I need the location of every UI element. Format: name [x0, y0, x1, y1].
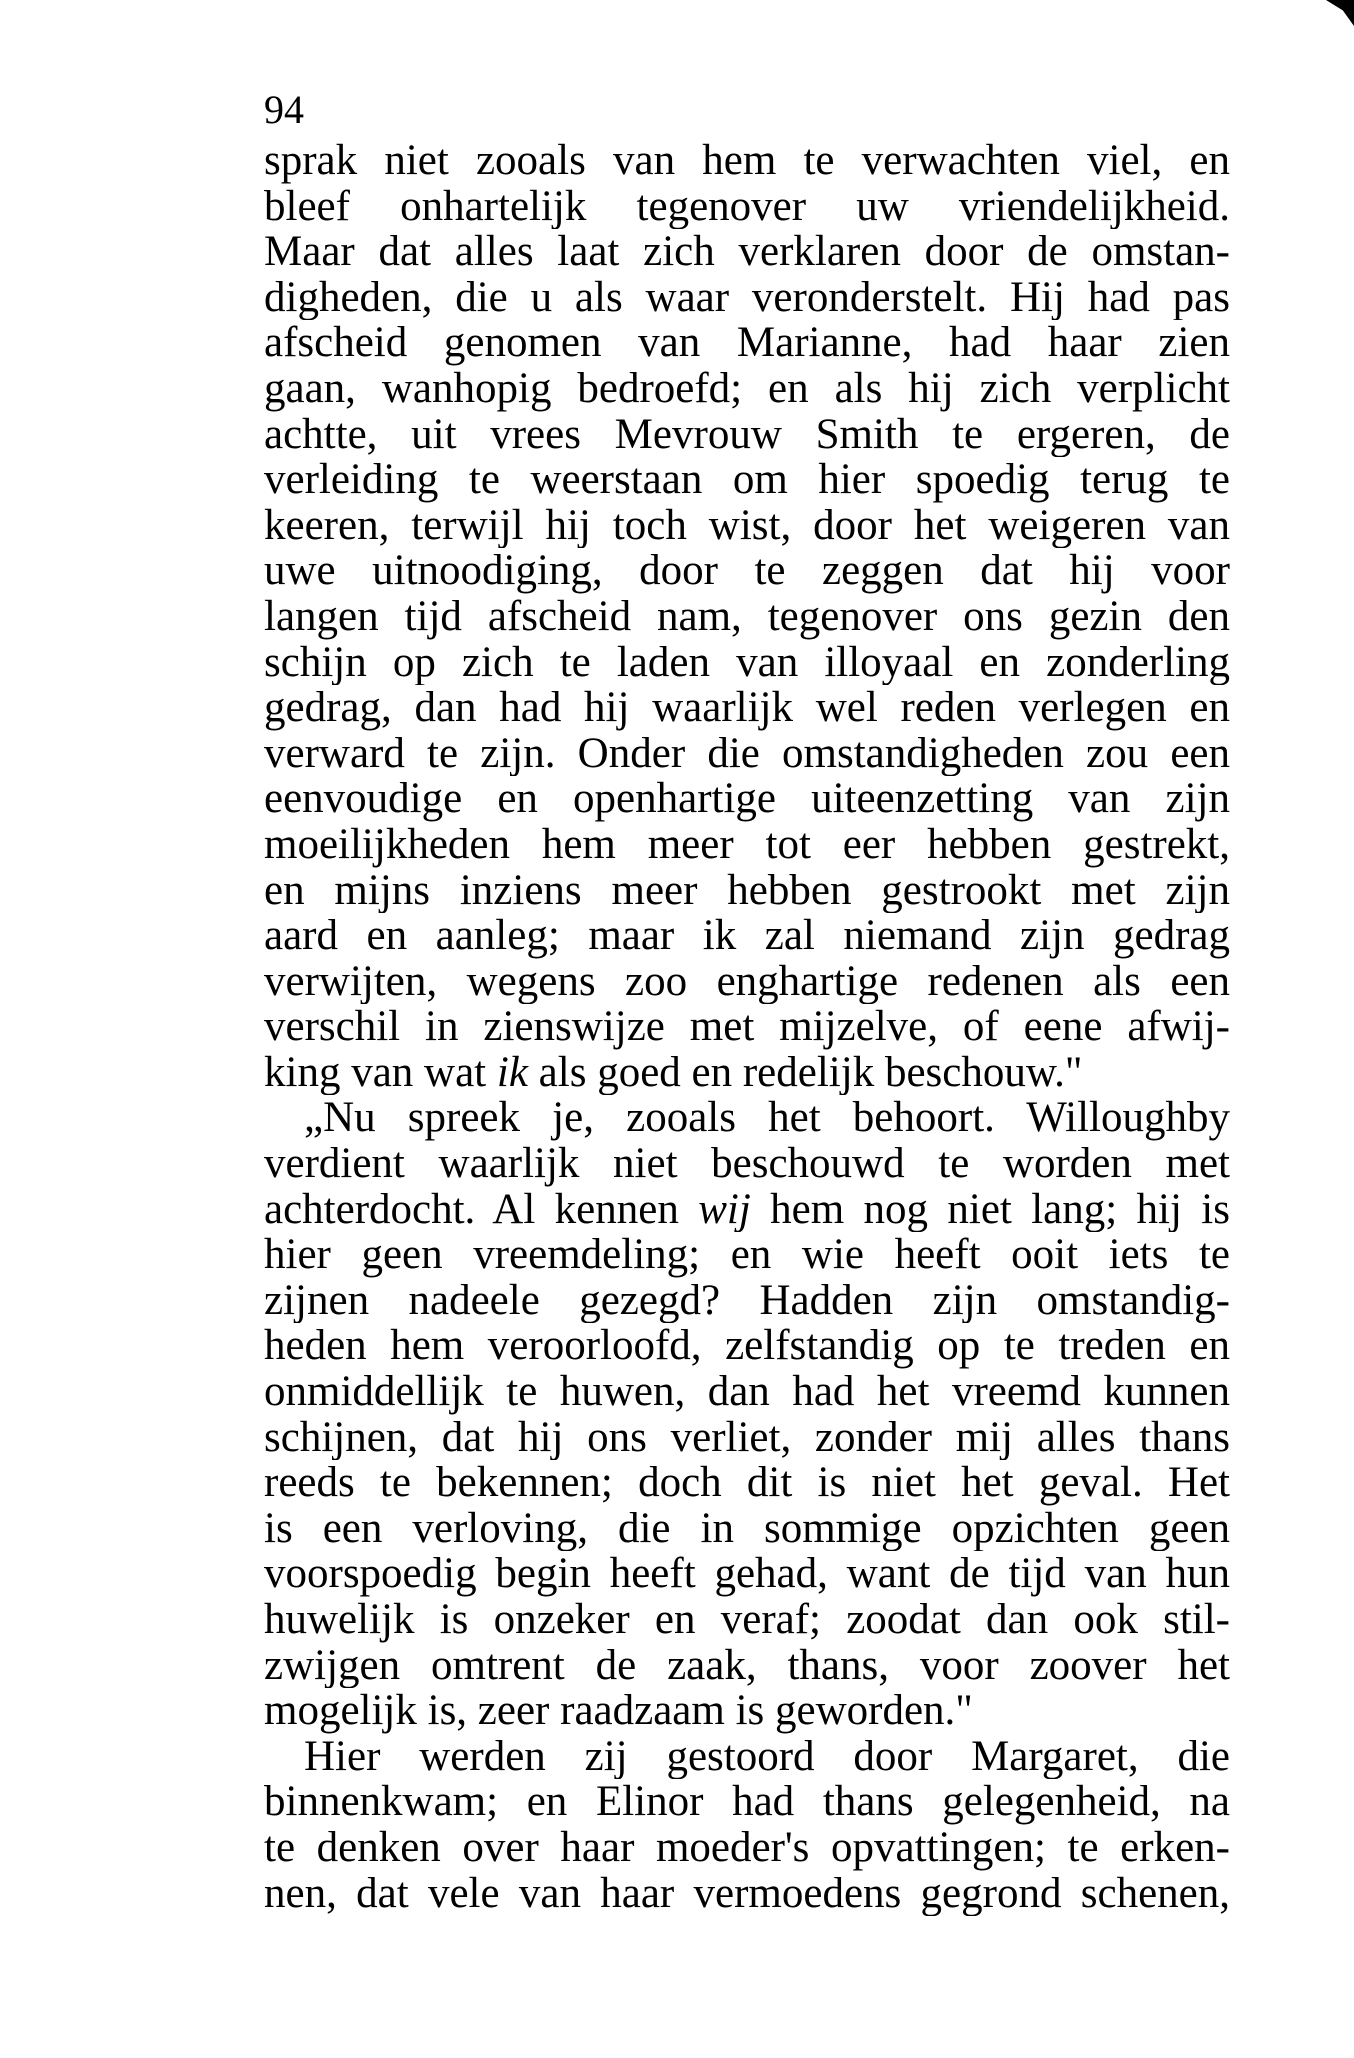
text-line: heden hem veroorloofd, zelfstandig op te treden en [264, 1323, 1230, 1370]
text-line: zijnen nadeele gezegd? Hadden zijn omstandig- [264, 1277, 1230, 1324]
text-line: te denken over haar moeder's opvattingen; te erken- [264, 1824, 1230, 1871]
emphasized-word: ik [496, 1049, 528, 1096]
text-line: hier geen vreemdeling; en wie heeft ooit iets te [264, 1232, 1230, 1278]
text-line: Maar dat alles laat zich verklaren door de omstan- [264, 229, 1230, 275]
text-line-segment: king van wat [264, 1049, 497, 1096]
text-line: aard en aanleg; maar ik zal niemand zijn gedrag [264, 913, 1230, 959]
text-line: gaan, wanhopig bedroefd; en als hij zich verplicht [264, 365, 1230, 412]
text-line: zwijgen omtrent de zaak, thans, voor zoover het [264, 1642, 1230, 1689]
text-line: „Nu spreek je, zooals het behoort. Willoughby [304, 1095, 1230, 1142]
text-line: mogelijk is, zeer raadzaam is geworden." [264, 1688, 973, 1734]
text-line: verwijten, wegens zoo enghartige redenen als een [264, 958, 1230, 1005]
text-line: moeilijkheden hem meer tot eer hebben gestrekt, [264, 821, 1230, 868]
text-line [264, 1187, 1230, 1233]
text-line: Hier werden zij gestoord door Margaret, die [304, 1733, 1230, 1780]
text-line-segment: als goed en redelijk beschouw." [527, 1049, 1083, 1096]
text-line: reeds te bekennen; doch dit is niet het geval. Het [264, 1460, 1230, 1506]
text-line: sprak niet zooals van hem te verwachten viel, en [264, 138, 1230, 184]
text-line: verward te zijn. Onder die omstandigheden zou een [264, 730, 1230, 777]
text-line: schijnen, dat hij ons verliet, zonder mij alles thans [264, 1414, 1230, 1461]
text-line: afscheid genomen van Marianne, had haar zien [264, 320, 1230, 366]
body-text [264, 138, 1230, 1916]
emphasized-word: wij [698, 1186, 751, 1233]
text-line-segment: hem nog niet lang; hij is [750, 1186, 1230, 1233]
text-line-segment: achterdocht. Al kennen [264, 1186, 699, 1233]
scan-corner-mark [1326, 0, 1354, 26]
text-line: verleiding te weerstaan om hier spoedig terug te [264, 457, 1230, 503]
text-line: nen, dat vele van haar vermoedens gegrond schenen, [264, 1870, 1230, 1917]
text-line: verdient waarlijk niet beschouwd te worden met [264, 1141, 1230, 1187]
text-line: langen tijd afscheid nam, tegenover ons gezin den [264, 593, 1230, 640]
text-line: uwe uitnoodiging, door te zeggen dat hij voor [264, 548, 1230, 594]
text-line: en mijns inziens meer hebben gestrookt met zijn [264, 867, 1230, 914]
text-line: gedrag, dan had hij waarlijk wel reden verlegen en [264, 685, 1230, 731]
text-line: binnenkwam; en Elinor had thans gelegenheid, na [264, 1779, 1230, 1825]
text-line: is een verloving, die in sommige opzichten geen [264, 1505, 1230, 1552]
text-line [264, 1050, 1230, 1096]
text-line: keeren, terwijl hij toch wist, door het weigeren van [264, 502, 1230, 549]
text-line: eenvoudige en openhartige uiteenzetting van zijn [264, 776, 1230, 822]
text-line: verschil in zienswijze met mijzelve, of eene afwij- [264, 1004, 1230, 1050]
text-line: onmiddellijk te huwen, dan had het vreemd kunnen [264, 1369, 1230, 1415]
page-number: 94 [264, 87, 304, 132]
text-line: voorspoedig begin heeft gehad, want de tijd van hun [264, 1551, 1230, 1597]
text-line: schijn op zich te laden van illoyaal en zonderling [264, 639, 1230, 686]
text-line: huwelijk is onzeker en veraf; zoodat dan ook stil- [264, 1597, 1230, 1643]
text-line: digheden, die u als waar veronderstelt. Hij had pas [264, 274, 1230, 321]
text-line: achtte, uit vrees Mevrouw Smith te ergeren, de [264, 411, 1230, 458]
text-line: bleef onhartelijk tegenover uw vriendelijkheid. [264, 183, 1230, 230]
